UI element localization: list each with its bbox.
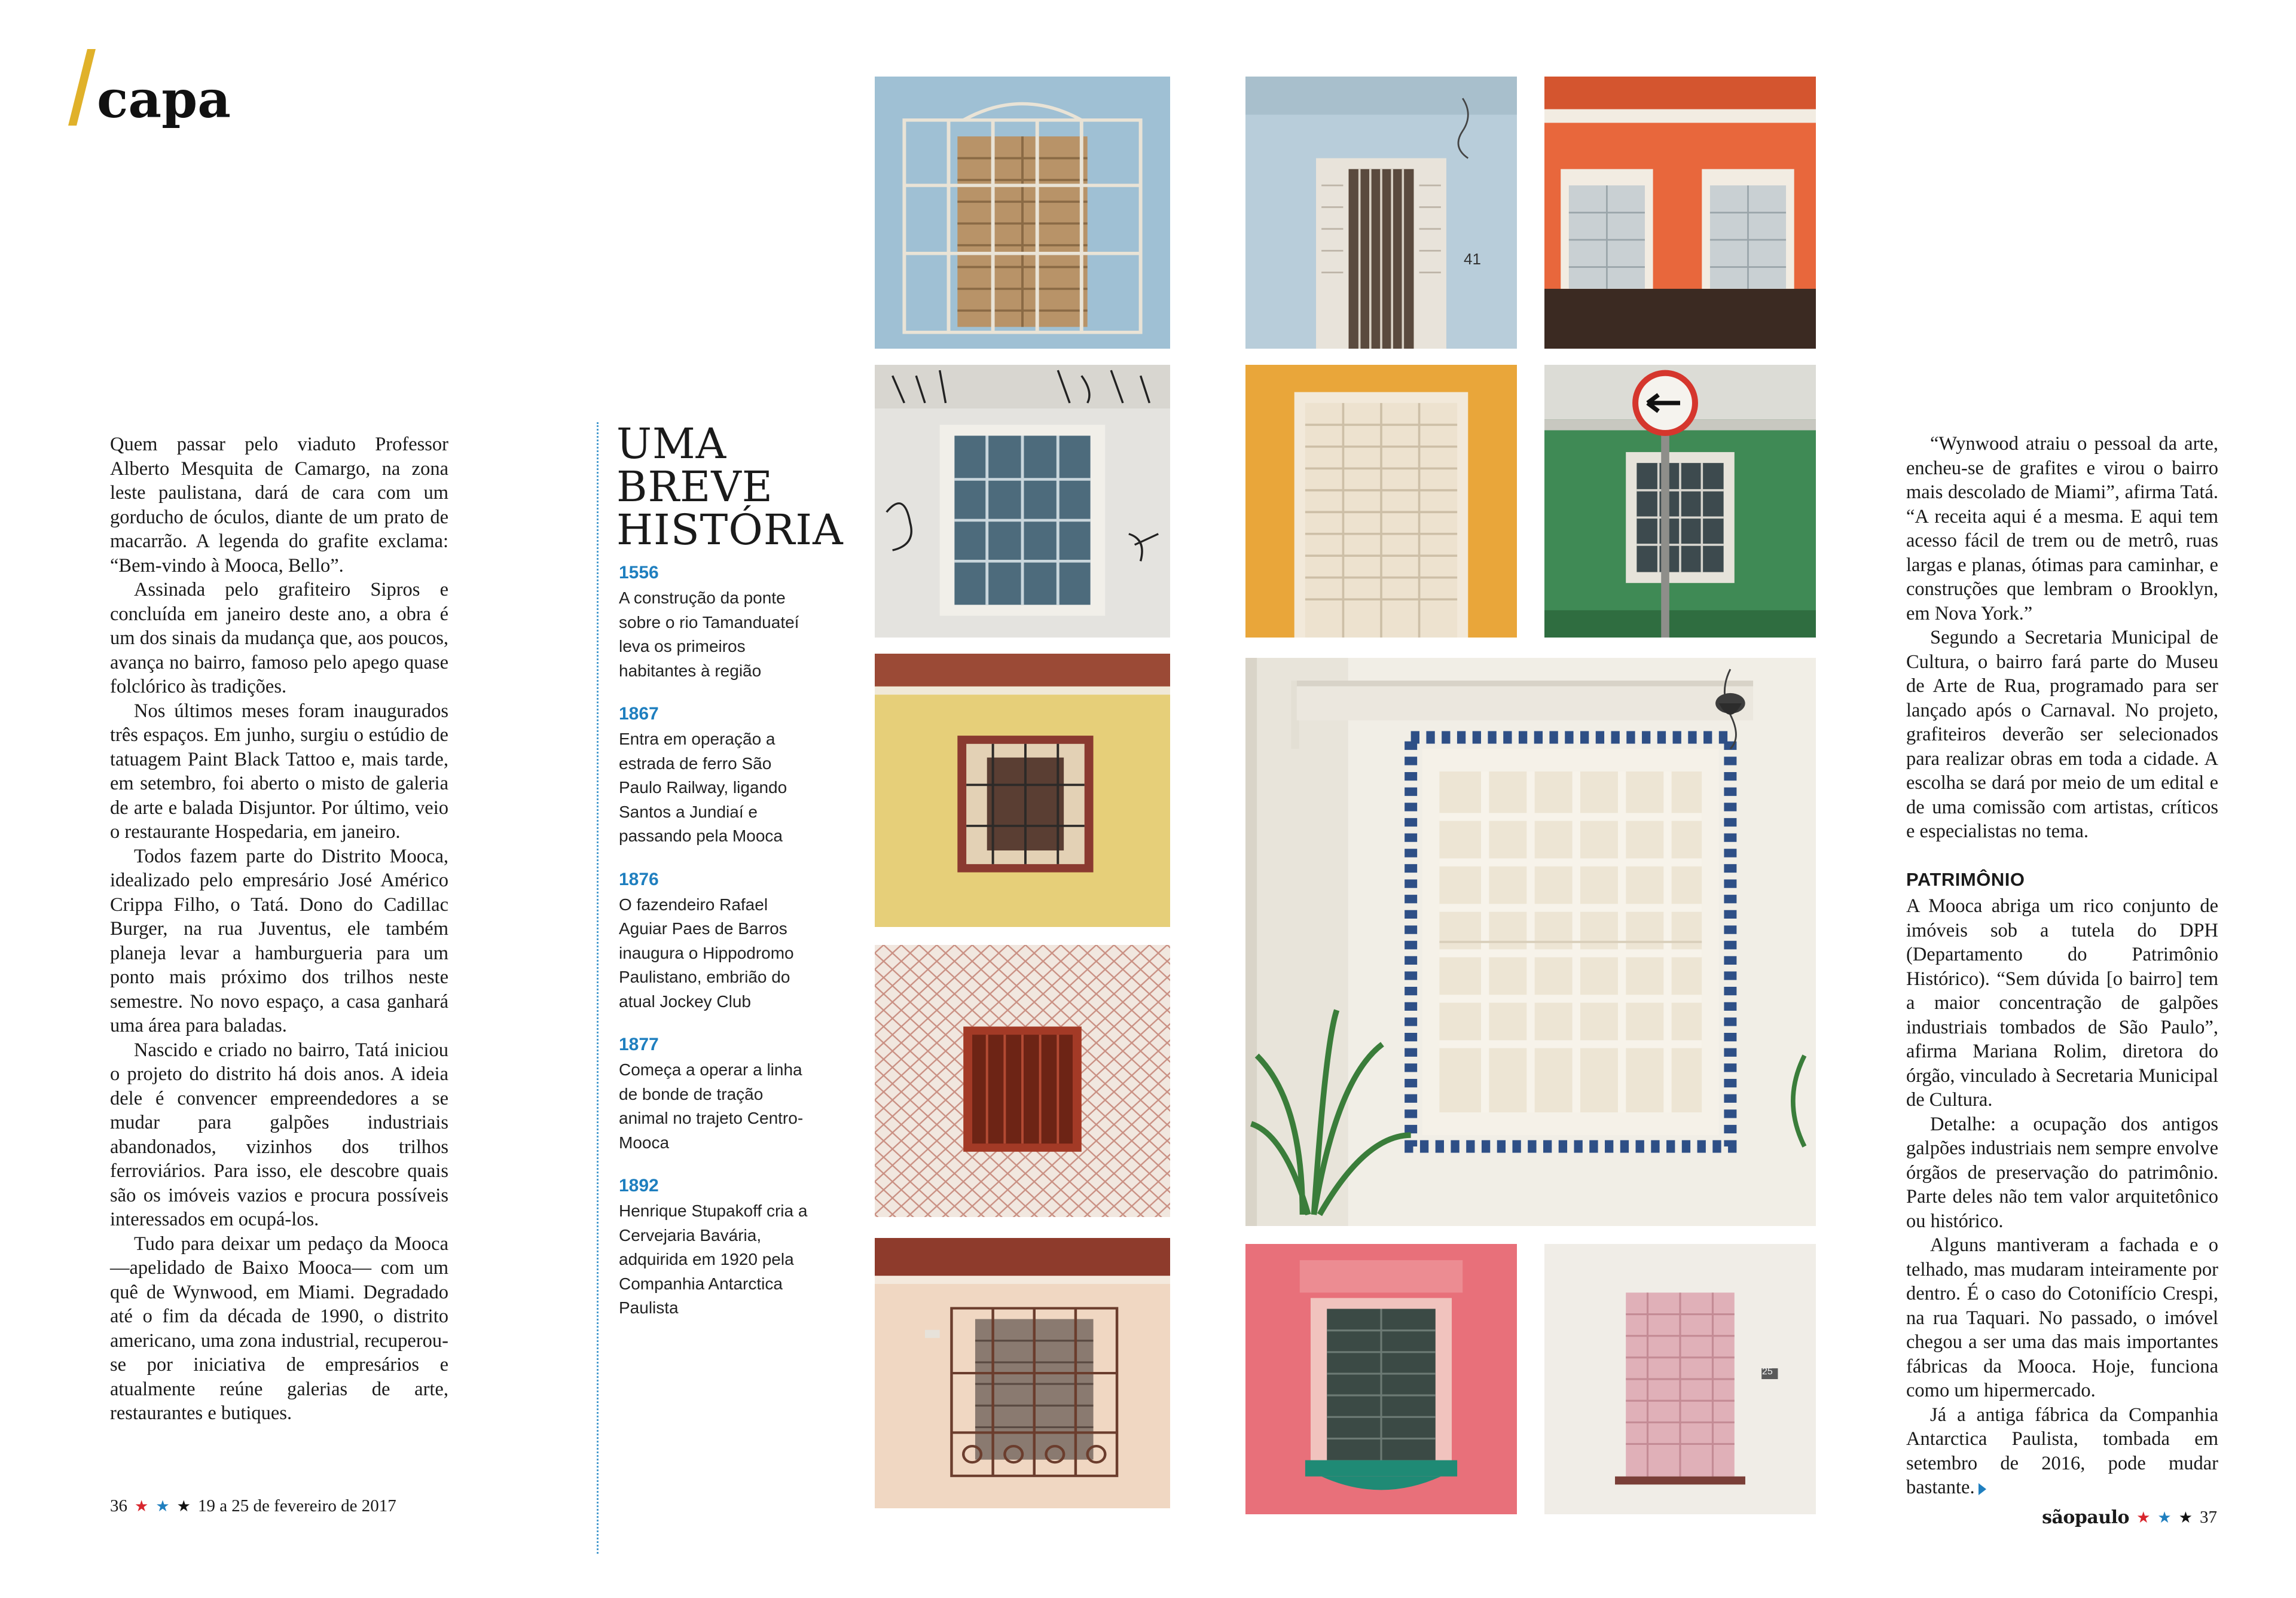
timeline-entry: [619, 562, 814, 683]
paragraph: Alguns mantiveram a fachada e o telhado, mas mudaram inteiramente por dentro. É o caso do Cotonifício Crespi, na rua Taquari. No passado, o imóvel chegou a ser uma das mais importantes fábricas da Mooca. Hoje, funciona como um hipermercado.: [1906, 1234, 2218, 1401]
window-photo-orange-wall: [1544, 77, 1816, 349]
window-photo-white-pink-shutters: [1544, 1244, 1816, 1514]
star-icon: ★: [2178, 1508, 2193, 1526]
subhead: PATRIMÔNIO: [1906, 868, 2025, 890]
window-photo-light-blue-shutters: [1245, 77, 1517, 349]
page-number: 36: [110, 1496, 127, 1515]
timeline-year: 1556: [619, 563, 659, 583]
timeline-sidebar: [597, 419, 844, 1554]
paragraph: Nascido e criado no bairro, Tatá iniciou o projeto do distrito há dois anos. A ideia dele é convencer empreendedores a se mudar para galpões industriais abandonados, vizinhos dos trilhos ferroviários. Para isso, ele descobre quais são os imóveis vazios e procura possíveis interessados em ocupá-los.: [110, 1039, 448, 1230]
star-icon: ★: [176, 1497, 191, 1515]
house-number: 41: [1464, 250, 1481, 268]
window-photo-pink-wall: [1245, 1244, 1517, 1514]
timeline-entry: [619, 1175, 814, 1321]
timeline-entry: [619, 1034, 814, 1155]
article-column-right: [1906, 432, 2218, 1500]
star-icon: ★: [135, 1497, 149, 1515]
window-photo-diamond-tiles: [875, 945, 1170, 1217]
window-photo-blue-grille: [875, 77, 1170, 349]
footer-right: [2042, 1507, 2217, 1528]
timeline-entry: [619, 703, 814, 849]
timeline-year: 1892: [619, 1176, 659, 1196]
page-number: 37: [2200, 1508, 2217, 1527]
paragraph: Assinada pelo grafiteiro Sipros e concluída em janeiro deste ano, a obra é um dos sinais da mudança que, aos poucos, avança no bairro, famoso pelo apego quase folclórico às tradições.: [110, 579, 448, 697]
timeline-entry: [619, 869, 814, 1014]
timeline-text: Começa a operar a linha de bonde de tração animal no trajeto Centro-Mooca: [619, 1060, 804, 1152]
end-marker-icon: [1979, 1483, 1986, 1495]
window-photo-peach-grille: [875, 1238, 1170, 1508]
section-tag: [78, 49, 231, 130]
timeline-text: Entra em operação a estrada de ferro São Paulo Railway, ligando Santos a Jundiaí e passando pela Mooca: [619, 730, 787, 845]
section-slash-mark: [68, 49, 96, 126]
paragraph-last: [1906, 1403, 2218, 1500]
timeline-year: 1876: [619, 869, 659, 889]
paragraph: A Mooca abriga um rico conjunto de imóveis sob a tutela do DPH (Departamento do Patrimônio Histórico). “Sem dúvida [o bairro] tem a maior concentração de galpões industriais tombados de São Paulo”, afirma Mariana Rolim, diretora do órgão, vinculado à Secretaria Municipal de Cultura.: [1906, 895, 2218, 1111]
paragraph: Segundo a Secretaria Municipal de Cultura, o bairro fará parte do Museu de Arte de Rua, programado para ser lançado após o Carnaval. No projeto, grafiteiros deverão ser selecionados para realizar obras em toda a cidade. A escolha se dará por meio de um edital e de uma comissão com artistas, críticos e especialistas no tema.: [1906, 627, 2218, 842]
timeline-text: O fazendeiro Rafael Aguiar Paes de Barros inaugura o Hippodromo Paulistano, embrião do atual Jockey Club: [619, 895, 794, 1011]
paragraph: Quem passar pelo viaduto Professor Alberto Mesquita de Camargo, na zona leste paulistana, dará de cara com um gorducho de óculos, diante de um prato de macarrão. A legenda do grafite exclama: “Bem-vindo à Mooca, Bello”.: [110, 434, 448, 577]
paragraph: Tudo para deixar um pedaço da Mooca —apelidado de Baixo Mooca— com um quê de Wynwood, em Miami. Degradado até o fim da década de 1990, o distrito americano, uma zona industrial, recuperou-se por iniciativa de empresários e atualmente reúne galerias de arte, restaurantes e butiques.: [110, 1233, 448, 1424]
timeline-year: 1867: [619, 704, 659, 724]
timeline-title: UMA BREVE HISTÓRIA: [616, 419, 844, 554]
footer-left: [110, 1496, 396, 1516]
paragraph: Detalhe: a ocupação dos antigos galpões industriais nem sempre envolve órgãos de preservação do patrimônio. Parte deles não tem valor arquitetônico ou histórico.: [1906, 1113, 2218, 1232]
paragraph: “Wynwood atraiu o pessoal da arte, encheu-se de grafites e virou o bairro mais descolado de Miami”, afirma Tatá. “A receita aqui é a mesma. E aqui tem acesso fácil de trem ou de metrô, ruas largas e planas, ótimas para caminhar, e construções que lembram o Brooklyn, em Nova York.”: [1906, 433, 2218, 624]
window-photo-yellow-shutters: [1245, 365, 1517, 638]
window-photo-green-sign: [1544, 365, 1816, 638]
timeline-year: 1877: [619, 1035, 659, 1054]
house-number: 25: [1762, 1367, 1773, 1377]
paragraph: Todos fazem parte do Distrito Mooca, idealizado pelo empresário José Américo Crippa Filho, o Tatá. Dono do Cadillac Burger, na rua Juventus, ele também planeja levar a hamburgueria para um ponto mais próximo dos trilhos neste semestre. No novo espaço, a casa ganhará uma área para baladas.: [110, 845, 448, 1036]
star-icon: ★: [2157, 1508, 2172, 1526]
article-column-left: [110, 432, 448, 1426]
issue-date: 19 a 25 de fevereiro de 2017: [197, 1496, 396, 1515]
window-photo-tiled-frame: [1245, 658, 1816, 1226]
star-icon: ★: [155, 1497, 170, 1515]
brand-logo: sãopaulo: [2042, 1507, 2130, 1528]
section-label: capa: [97, 69, 231, 130]
window-photo-yellow-wall: [875, 654, 1170, 927]
paragraph: Nos últimos meses foram inaugurados três espaços. Em junho, surgiu o estúdio de tatuagem Paint Black Tattoo e, mais tarde, em setembro, foi aberto o misto de galeria de arte e balada Disjuntor. Por último, veio o restaurante Hospedaria, em janeiro.: [110, 700, 448, 843]
paragraph-text: Já a antiga fábrica da Companhia Antarctica Paulista, tombada em setembro de 2016, pode mudar bastante.: [1906, 1404, 2218, 1498]
star-icon: ★: [2136, 1508, 2151, 1526]
window-photo-graffiti-wall: [875, 365, 1170, 638]
timeline-text: A construção da ponte sobre o rio Tamanduateí leva os primeiros habitantes à região: [619, 588, 799, 680]
timeline-text: Henrique Stupakoff cria a Cervejaria Bavária, adquirida em 1920 pela Companhia Antarctica Paulista: [619, 1201, 808, 1317]
